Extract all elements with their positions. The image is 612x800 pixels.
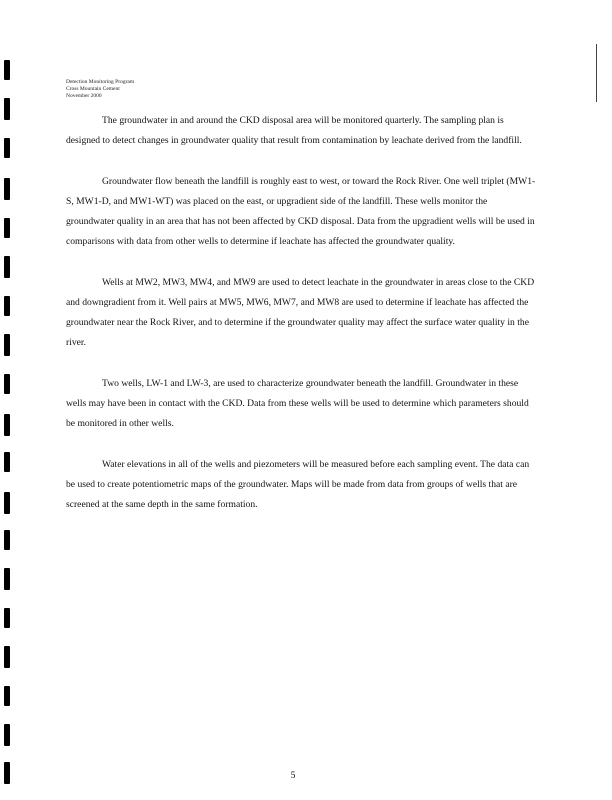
binding-mark [4, 178, 10, 200]
header-company: Cross Mountain Cement [66, 86, 120, 92]
binding-mark [4, 98, 10, 120]
binding-mark [4, 60, 10, 80]
scan-edge-line [596, 44, 597, 102]
header-date: November 2000 [66, 93, 102, 99]
binding-mark [4, 724, 10, 746]
binding-marks [4, 0, 12, 800]
paragraph-water-elevations: Water elevations in all of the wells and piezometers will be measured before each sampling event. The data can be used to create potentiometric maps of the groundwater. Maps will be made from data from groups of wells that are screened at the same depth in the same formation. [66, 459, 530, 510]
binding-mark [4, 568, 10, 590]
paragraph-landfill-wells: Two wells, LW-1 and LW-3, are used to characterize groundwater beneath the landfill. Groundwater in these wells may have been in contact with the CKD. Data from these wells will be used to determine which parameters should be monitored in other wells. [66, 378, 529, 429]
header-program: Detection Monitoring Program [66, 79, 135, 85]
binding-mark [4, 452, 10, 472]
paragraph-quarterly-monitoring: The groundwater in and around the CKD disposal area will be monitored quarterly. The sampling plan is designed to detect changes in groundwater quality that result from contamination by leachate derived from the landfill. [66, 115, 522, 146]
binding-mark [4, 686, 10, 706]
binding-mark [4, 762, 10, 784]
binding-mark [4, 530, 10, 550]
body-text [66, 111, 536, 536]
binding-mark [4, 374, 10, 394]
binding-mark [4, 414, 10, 436]
page-number: 5 [290, 770, 296, 781]
binding-mark [4, 256, 10, 278]
binding-mark [4, 492, 10, 514]
binding-mark [4, 608, 10, 628]
binding-mark [4, 296, 10, 316]
paragraph-groundwater-flow: Groundwater flow beneath the landfill is roughly east to west, or toward the Rock River. One well triplet (MW1-S, MW1-D, and MW1-WT) was placed on the east, or upgradient side of the landfill. These wells monitor the groundwater quality in an area that has not been affected by CKD disposal. Data from the upgradient wells will be used in comparisons with data from other wells to determine if leachate has affected the groundwater quality. [66, 176, 536, 247]
binding-mark [4, 138, 10, 158]
paragraph-downgradient-wells: Wells at MW2, MW3, MW4, and MW9 are used to detect leachate in the groundwater in areas close to the CKD and downgradient from it. Well pairs at MW5, MW6, MW7, and MW8 are used to determine if leachate has affected the groundwater near the Rock River, and to determine if the groundwater quality may affect the surface water quality in the river. [66, 277, 535, 348]
binding-mark [4, 334, 10, 356]
binding-mark [4, 646, 10, 668]
document-header [66, 79, 226, 100]
binding-mark [4, 218, 10, 238]
